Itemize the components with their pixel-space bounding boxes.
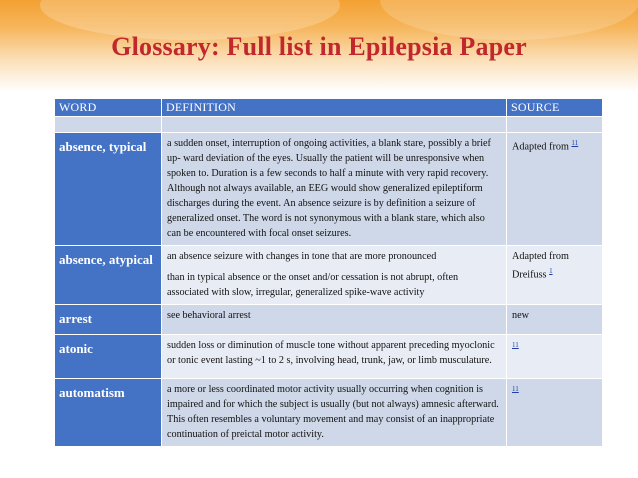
source-text: Adapted from Dreifuss — [512, 251, 569, 281]
glossary-definition — [162, 379, 507, 447]
table-row — [55, 246, 603, 305]
definition-paragraph: see behavioral arrest — [167, 310, 251, 321]
glossary-term: atonic — [55, 335, 162, 379]
reference-link[interactable]: 11 — [512, 385, 519, 393]
glossary-source — [507, 133, 603, 246]
glossary-body — [55, 117, 603, 447]
glossary-term: arrest — [55, 305, 162, 335]
table-row — [55, 133, 603, 246]
reference-link[interactable]: 11 — [571, 139, 579, 147]
glossary-source — [507, 305, 603, 335]
glossary-term: absence, atypical — [55, 246, 162, 305]
glossary-definition — [162, 246, 507, 305]
source-text: new — [512, 310, 529, 321]
column-header-source: SOURCE — [507, 99, 603, 117]
definition-paragraph: an absence seizure with changes in tone that are more pronounced — [167, 251, 437, 262]
source-text: Adapted from — [512, 141, 572, 153]
glossary-source — [507, 379, 603, 447]
reference-link[interactable]: 11 — [512, 341, 519, 349]
definition-paragraph: a more or less coordinated motor activity usually occurring when cognition is impaired and for which the subject is usually (but not always) amnesic afterward. This often resembles a voluntary movement and may consist of an inappropriate continuation of preictal motor activity. — [167, 384, 499, 440]
glossary-definition — [162, 305, 507, 335]
glossary-source — [507, 335, 603, 379]
table-row — [55, 335, 603, 379]
glossary-table — [54, 98, 603, 447]
definition-paragraph: a sudden onset, interruption of ongoing activities, a blank stare, possibly a brief up- ward deviation of the eyes. Usually the patient will be unresponsive when spoken to. Duration is a few seconds to half a minute with very rapid recovery. Although not always available, an EEG would show generalized epileptiform discharges during the event. An absence seizure is by definition a seizure of generalized onset. The word is not synonymous with a blank stare, which also can be encountered with focal onset seizures. — [167, 138, 491, 239]
glossary-term: automatism — [55, 379, 162, 447]
glossary-definition — [162, 335, 507, 379]
column-header-definition: DEFINITION — [162, 99, 507, 117]
glossary-source — [507, 246, 603, 305]
definition-paragraph: than in typical absence or the onset and/or cessation is not abrupt, often associated with slow, irregular, generalized spike-wave activity — [167, 272, 459, 298]
glossary-definition — [162, 133, 507, 246]
table-header-row — [55, 99, 603, 117]
slide-title: Glossary: Full list in Epilepsia Paper — [111, 32, 527, 61]
definition-paragraph: sudden loss or diminution of muscle tone without apparent preceding myoclonic or tonic event lasting ~1 to 2 s, involving head, trunk, jaw, or limb musculature. — [167, 340, 495, 366]
reference-link[interactable]: 1 — [549, 267, 553, 275]
spacer-cell — [162, 117, 507, 133]
spacer-row — [55, 117, 603, 133]
column-header-word: WORD — [55, 99, 162, 117]
spacer-cell — [507, 117, 603, 133]
table-row — [55, 379, 603, 447]
table-row — [55, 305, 603, 335]
glossary-term: absence, typical — [55, 133, 162, 246]
spacer-cell — [55, 117, 162, 133]
